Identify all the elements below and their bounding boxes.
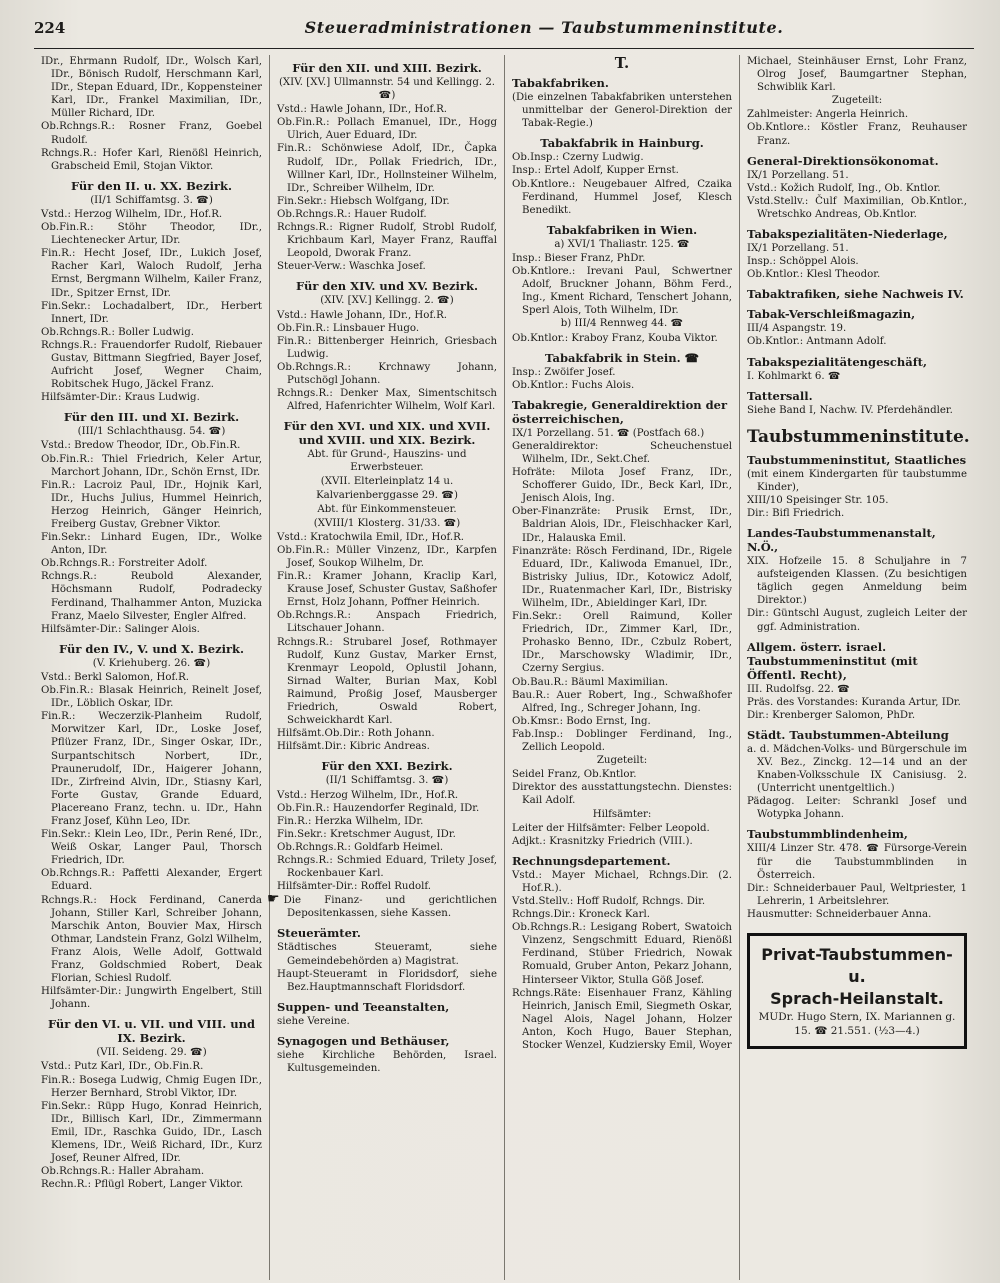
section-heading: Für den XII. und XIII. Bezirk. <box>292 61 482 75</box>
directory-entry: Ob.Fin.R.: Blasak Heinrich, Reinelt Josef, IDr., Löblich Oskar, IDr. <box>41 685 262 710</box>
address-line: Abt. für Einkommensteuer. <box>317 503 457 515</box>
directory-entry: III. Rudolfsg. 22. ☎ <box>747 683 850 695</box>
section-heading: Tabak-Verschleißmagazin, <box>747 307 916 322</box>
directory-entry: Rchngs.R.: Hock Ferdinand, Canerda Johann, Stiller Karl, Schreiber Johann, Marschik Anton, Bouvier Max, Hirsch Othmar, Landstein Franz, Golzl Wilhelm, Franz Alois, Welle Adolf, Gottwald Franz, Goldschmied Robert, Deak Florian, Schiesl Rudolf. <box>41 894 262 985</box>
directory-entry: Michael, Steinhäuser Ernst, Lohr Franz, Olrog Josef, Baumgartner Stephan, Schwiblik Karl. <box>747 56 967 94</box>
section-heading: Für den XXI. Bezirk. <box>321 759 453 774</box>
directory-entry: Ob.Kntlor.: Kraboy Franz, Kouba Viktor. <box>512 332 718 344</box>
section-heading: Für den VI. u. VII. und VIII. und IX. Bezirk. <box>47 1017 256 1046</box>
directory-entry: Ob.Kntlore.: Neugebauer Alfred, Czaika Ferdinand, Hummel Josef, Klesch Benedikt. <box>512 178 732 216</box>
section-heading: Tabakfabriken in Wien. <box>546 222 698 237</box>
directory-entry: Hilfsämter-Dir.: Roffel Rudolf. <box>277 881 432 893</box>
directory-entry: Ob.Fin.R.: Hauzendorfer Reginald, IDr. <box>277 802 480 814</box>
directory-entry: Vstd.: Herzog Wilhelm, IDr., Hof.R. <box>277 789 459 801</box>
directory-entry: Vstd.: Kožich Rudolf, Ing., Ob. Kntlor. <box>747 182 941 194</box>
section-heading: Suppen- und Teeanstalten, <box>277 999 450 1014</box>
directory-entry: siehe Kirchliche Behörden, Israel. Kultusgemeinden. <box>277 1049 497 1074</box>
directory-entry: Ob.Fin.R.: Stöhr Theodor, IDr., Liechtenecker Artur, IDr. <box>41 222 262 247</box>
directory-entry: Rchngs.R.: Reubold Alexander, Höchsmann Rudolf, Podradecky Ferdinand, Thalhammer Anton, Muzicka Franz, Maelo Silvester, Engler Alfred. <box>41 571 262 622</box>
directory-entry: Fin.R.: Hecht Josef, IDr., Lukich Josef, Racher Karl, Waloch Rudolf, Jerha Ernst, Bergmann Wilhelm, Kailer Franz, IDr., Spitzer Ernst, IDr. <box>41 248 262 299</box>
directory-entry: Hofräte: Milota Josef Franz, IDr., Schofferer Guido, IDr., Beck Karl, IDr., Jenisch Alois, Ing. <box>512 467 732 505</box>
directory-entry: Fin.R.: Schönwiese Adolf, IDr., Čapka Rudolf, IDr., Pollak Friedrich, IDr., Willner Karl, IDr., Hollnsteiner Wilhelm, IDr., Schreiber Wilhelm, IDr. <box>277 143 497 194</box>
directory-entry: Dir.: Güntschl August, zugleich Leiter der ggf. Administration. <box>747 608 967 633</box>
directory-entry: IX/1 Porzellang. 51. <box>747 243 849 255</box>
directory-entry: Hilfsämt.Dir.: Kibric Andreas. <box>277 741 430 753</box>
directory-entry: (Die einzelnen Tabakfabriken unterstehen unmittelbar der Generol-Direktion der Tabak-Regie.) <box>512 92 732 130</box>
directory-entry: IDr., Ehrmann Rudolf, IDr., Wolsch Karl, IDr., Bönisch Rudolf, Herschmann Karl, IDr., Stepan Eduard, IDr., Koppensteiner Karl, IDr., Frankel Maximilian, IDr., Müller Richard, IDr. <box>41 56 262 120</box>
directory-entry: Fin.Sekr.: Orell Raimund, Koller Friedrich, IDr., Zimmer Karl, IDr., Prohasko Benno, IDr., Czbulz Robert, IDr., Marschowsky Wladimir, IDr., Czerny Sergius. <box>512 611 732 675</box>
directory-entry: Rchngs.R.: Denker Max, Simentschitsch Alfred, Hafenrichter Wilhelm, Wolf Karl. <box>277 388 497 413</box>
section-heading: Für den XIV. und XV. Bezirk. <box>296 279 478 294</box>
directory-entry: Rchngs.R.: Schmied Eduard, Trilety Josef, Rockenbauer Karl. <box>277 854 497 880</box>
directory-entry: Insp.: Schöppel Alois. <box>747 256 859 268</box>
directory-entry: Hilfsämter-Dir.: Kraus Ludwig. <box>41 392 200 404</box>
directory-entry: Ob.Rchngs.R.: Anspach Friedrich, Litschauer Johann. <box>277 610 497 635</box>
section-heading: Taubstummeninstitute. <box>747 426 970 447</box>
directory-entry: Rchngs.Dir.: Kroneck Karl. <box>512 909 650 921</box>
directory-entry: Bau.R.: Auer Robert, Ing., Schwaßhofer Alfred, Ing., Schreger Johann, Ing. <box>512 689 732 714</box>
directory-entry: Ob.Rchngs.R.: Forstreiter Adolf. <box>41 558 208 570</box>
directory-entry: XIX. Hofzeile 15. 8 Schuljahre in 7 aufsteigenden Klassen. (Zu besichtigen täglich gegen Anmeldung beim Direktor.) <box>747 556 967 607</box>
directory-entry: Ober-Finanzräte: Prusik Ernst, IDr., Baldrian Alois, IDr., Fleischhacker Karl, IDr., Halauska Emil. <box>512 506 732 544</box>
page-number: 224 <box>34 19 66 37</box>
address-line: (VII. Seideng. 29. ☎) <box>96 1047 207 1059</box>
advertisement-box <box>747 933 967 1049</box>
directory-entry: Vstd.: Hawle Johann, IDr., Hof.R. <box>277 104 447 116</box>
directory-entry: Fin.R.: Weczerzik-Planheim Rudolf, Morwitzer Karl, IDr., Loske Josef, Pflüzer Franz, IDr., Singer Oskar, IDr., Surpantschitsch Norbert, IDr., Praunerudolf, IDr., Haigerer Johann, IDr., Zirfreind Alvin, IDr., Stiasny Karl, Forte Gustav, Grande Eduard, Placereano Franz, techn. u. IDr., Hahn Franz Josef, Kühn Leo, IDr. <box>41 711 262 827</box>
cross-reference-text: Die Finanz- und gerichtlichen Depositenkassen, siehe Kassen. <box>283 895 497 920</box>
directory-entry: Seidel Franz, Ob.Kntlor. <box>512 769 637 781</box>
section-heading: Landes-Taubstummenanstalt, N.Ö., <box>747 526 936 555</box>
section-heading: Rechnungsdepartement. <box>512 853 671 868</box>
directory-entry: Rchngs.Räte: Eisenhauer Franz, Kähling Heinrich, Janisch Emil, Siegmeth Oskar, Nagel Alois, Nagel Johann, Holzer Anton, Koch Hugo, Bauer Stephan, Stocker Wenzel, Kudziersky Emil, Woyer <box>512 987 732 1051</box>
directory-entry: Dir.: Bifl Friedrich. <box>747 507 845 519</box>
directory-entry: Ob.Kntlor.: Fuchs Alois. <box>512 379 635 391</box>
directory-entry: Fin.Sekr.: Lochadalbert, IDr., Herbert Innert, IDr. <box>41 300 262 325</box>
directory-entry: Ob.Fin.R.: Müller Vinzenz, IDr., Karpfen Josef, Soukop Wilhelm, Dr. <box>277 544 497 569</box>
directory-entry: Steuer-Verw.: Waschka Josef. <box>277 261 426 273</box>
address-line: (XIV. [XV.] Ullmannstr. 54 und Kellingg. 2. ☎) <box>278 77 496 102</box>
directory-entry: Ob.Rchngs.R.: Paffetti Alexander, Ergert Eduard. <box>41 868 262 893</box>
directory-entry: Fin.R.: Bosega Ludwig, Chmig Eugen IDr., Herzer Bernhard, Strobl Viktor, IDr. <box>41 1074 262 1099</box>
directory-entry: Fin.R.: Kramer Johann, Kraclip Karl, Krause Josef, Schuster Gustav, Saßhofer Ernst, Holz Johann, Poffner Heinrich. <box>277 571 497 609</box>
directory-entry: Fin.Sekr.: Linhard Eugen, IDr., Wolke Anton, IDr. <box>41 532 262 557</box>
directory-entry: Vstd.Stellv.: Čulf Maximilian, Ob.Kntlor., Wretschko Andreas, Ob.Kntlor. <box>747 195 967 220</box>
address-line: a) XVI/1 Thaliastr. 125. ☎ <box>554 238 690 250</box>
directory-entry: Rechn.R.: Pflügl Robert, Langer Viktor. <box>41 1179 244 1191</box>
address-line: Hilfsämter: <box>592 808 652 820</box>
directory-entry: Ob.Rchngs.R.: Hauer Rudolf. <box>277 208 427 220</box>
directory-entry: Insp.: Ertel Adolf, Kupper Ernst. <box>512 165 679 177</box>
directory-entry: Ob.Rchngs.R.: Goldfarb Heimel. <box>277 841 444 853</box>
directory-entry: Ob.Fin.R.: Linsbauer Hugo. <box>277 322 420 334</box>
directory-entry: Leiter der Hilfsämter: Felber Leopold. <box>512 822 710 834</box>
directory-entry: Ob.Insp.: Czerny Ludwig. <box>512 152 644 164</box>
directory-entry: Rchngs.R.: Frauendorfer Rudolf, Riebauer Gustav, Bittmann Siegfried, Bayer Josef, Aufricht Josef, Wegner Chaim, Robitschek Hugo, Jäckel Franz. <box>41 339 262 391</box>
section-heading: Tabakspezialitäten-Niederlage, <box>747 227 948 242</box>
directory-entry: Hilfsämter-Dir.: Salinger Alois. <box>41 623 200 635</box>
directory-entry: Fin.Sekr.: Klein Leo, IDr., Perin René, IDr., Weiß Oskar, Langer Paul, Thorsch Friedrich, IDr. <box>41 829 262 867</box>
directory-entry: Städtisches Steueramt, siehe Gemeindebehörden a) Magistrat. <box>277 942 497 967</box>
directory-entry: XIII/10 Speisinger Str. 105. <box>747 494 889 506</box>
directory-entry: Ob.Kntlor.: Antmann Adolf. <box>747 336 887 348</box>
letter-heading: T. <box>614 54 630 72</box>
section-heading: Steuerämter. <box>277 926 361 941</box>
section-heading: Allgem. österr. israel. Taubstummeninstitut (mit Öffentl. Recht), <box>747 639 918 682</box>
column-4 <box>739 55 974 1280</box>
directory-entry: Ob.Kntlore.: Irevani Paul, Schwertner Adolf, Bruckner Johann, Böhm Ferd., Ing., Kment Richard, Tenschert Johann, Sperl Alois, Toth Wilhelm, IDr. <box>512 266 732 317</box>
directory-entry: Ob.Rchngs.R.: Boller Ludwig. <box>41 326 195 338</box>
address-line: (II/1 Schiffamtsg. 3. ☎) <box>325 775 449 787</box>
directory-entry: Vstd.: Herzog Wilhelm, IDr., Hof.R. <box>41 208 223 220</box>
directory-entry: Direktor des ausstattungstechn. Dienstes: Kail Adolf. <box>512 782 732 807</box>
section-heading: Städt. Taubstummen-Abteilung <box>747 727 949 742</box>
directory-entry: Fab.Insp.: Doblinger Ferdinand, Ing., Zellich Leopold. <box>512 728 732 754</box>
directory-entry: Ob.Kntlor.: Klesl Theodor. <box>747 269 881 281</box>
directory-entry: Präs. des Vorstandes: Kuranda Artur, IDr. <box>747 696 961 708</box>
directory-entry: Insp.: Bieser Franz, PhDr. <box>512 252 646 264</box>
section-heading: Tabakfabrik in Stein. ☎ <box>545 350 699 365</box>
section-heading: Tabakregie, Generaldirektion der österreichischen, <box>512 397 728 426</box>
directory-entry: Ob.Fin.R.: Thiel Friedrich, Keler Artur, Marchort Johann, IDr., Schön Ernst, IDr. <box>41 453 262 478</box>
directory-entry: Fin.R.: Lacroiz Paul, IDr., Hojnik Karl, IDr., Huchs Julius, Hummel Heinrich, Herzog Heinrich, Gänger Heinrich, Freiberg Gustav, Grebner Viktor. <box>41 479 262 530</box>
running-title: Steueradministrationen — Taubstummeninstitute. <box>304 18 784 37</box>
address-line: (II/1 Schiffamtsg. 3. ☎) <box>90 194 213 206</box>
directory-entry: Fin.R.: Herzka Wilhelm, IDr. <box>277 815 424 827</box>
section-heading: Taubstummeninstitut, Staatliches <box>747 452 967 467</box>
section-heading: Tabakfabriken. <box>512 76 609 91</box>
directory-entry: Fin.Sekr.: Hiebsch Wolfgang, IDr. <box>277 195 450 207</box>
section-heading: Tattersall. <box>747 388 813 403</box>
directory-entry: Fin.Sekr.: Kretschmer August, IDr. <box>277 828 456 840</box>
address-line: (III/1 Schlachthausg. 54. ☎) <box>77 426 226 438</box>
directory-entry: Rchngs.R.: Strubarel Josef, Rothmayer Rudolf, Kunz Gustav, Marker Ernst, Krenmayr Leopold, Oplustil Johann, Sirnad Walter, Burian Max, Kobl Raimund, Proßig Josef, Mausberger Friedrich, Oswald Robert, Schweickhardt Karl. <box>277 636 497 727</box>
directory-entry: Vstd.Stellv.: Hoff Rudolf, Rchngs. Dir. <box>512 895 706 907</box>
ad-contact-line: MUDr. Hugo Stern, IX. Mariannen g. 15. ☎ 21.551. (½3—4.) <box>758 1011 956 1038</box>
directory-entry: siehe Vereine. <box>277 1015 350 1027</box>
section-heading: Für den XVI. und XIX. und XVII. und XVIII. und XIX. Bezirk. <box>283 419 491 448</box>
directory-entry: Insp.: Zwöifer Josef. <box>512 366 616 378</box>
column-4-body <box>747 55 970 921</box>
directory-entry: Fin.R.: Bittenberger Heinrich, Griesbach Ludwig. <box>277 335 497 360</box>
directory-entry: IX/1 Porzellang. 51. ☎ (Postfach 68.) <box>512 427 705 439</box>
directory-entry: Rchngs.R.: Rigner Rudolf, Strobl Rudolf, Krichbaum Karl, Mayer Franz, Rauffal Leopold, Dworak Franz. <box>277 222 497 260</box>
address-line: (XIV. [XV.] Kellingg. 2. ☎) <box>320 295 454 307</box>
directory-entry: Haupt-Steueramt in Floridsdorf, siehe Bez.Hauptmannschaft Floridsdorf. <box>277 968 497 993</box>
address-line: Zugeteilt: <box>831 95 883 107</box>
directory-entry: Dir.: Schneiderbauer Paul, Weltpriester, 1 Lehrerin, 1 Arbeitslehrer. <box>747 882 967 907</box>
directory-entry: Vstd.: Putz Karl, IDr., Ob.Fin.R. <box>41 1061 204 1073</box>
address-line: Zugeteilt: <box>596 755 648 767</box>
directory-entry: Ob.Rchngs.R.: Haller Abraham. <box>41 1166 205 1178</box>
directory-entry: Generaldirektor: Scheuchenstuel Wilhelm, IDr., Sekt.Chef. <box>512 440 732 465</box>
directory-entry: IX/1 Porzellang. 51. <box>747 169 849 181</box>
ad-title-line-1: Privat-Taubstummen- u. <box>761 945 953 987</box>
address-line: b) III/4 Rennweg 44. ☎ <box>560 318 684 330</box>
directory-entry: Ob.Kmsr.: Bodo Ernst, Ing. <box>512 715 651 727</box>
column-3 <box>504 55 739 1280</box>
directory-entry: I. Kohlmarkt 6. ☎ <box>747 370 841 382</box>
address-line: (V. Kriehuberg. 26. ☎) <box>92 657 211 669</box>
directory-entry: Hausmutter: Schneiderbauer Anna. <box>747 908 932 920</box>
directory-entry: III/4 Aspangstr. 19. <box>747 323 847 335</box>
column-1 <box>34 55 269 1280</box>
section-heading: Taubstummblindenheim, <box>747 827 908 842</box>
directory-entry: Ob.Rchngs.R.: Rosner Franz, Goebel Rudolf. <box>41 121 262 146</box>
text-columns <box>34 55 974 1280</box>
section-heading: Tabakfabrik in Hainburg. <box>540 136 704 151</box>
address-line: (XVII. Elterleinplatz 14 u. Kalvarienberggasse 29. ☎) <box>316 476 458 501</box>
directory-entry: Ob.Rchngs.R.: Krchnawy Johann, Putschögl Johann. <box>277 361 497 386</box>
cross-reference-entry <box>267 891 497 920</box>
pointing-hand-icon: ☛ <box>267 891 280 908</box>
page-header <box>34 18 974 49</box>
section-heading: Synagogen und Bethäuser, <box>277 1033 450 1048</box>
directory-entry: Siehe Band I, Nachw. IV. Pferdehändler. <box>747 404 953 416</box>
directory-entry: Vstd.: Berkl Salomon, Hof.R. <box>41 671 190 683</box>
directory-entry: Ob.Fin.R.: Pollach Emanuel, IDr., Hogg Ulrich, Auer Eduard, IDr. <box>277 117 497 142</box>
column-2 <box>269 55 504 1280</box>
directory-entry: Vstd.: Kratochwila Emil, IDr., Hof.R. <box>277 531 465 543</box>
section-heading: Für den II. u. XX. Bezirk. <box>70 178 233 193</box>
directory-entry: Adjkt.: Krasnitzky Friedrich (VIII.). <box>512 835 693 847</box>
directory-entry: Hilfsämter-Dir.: Jungwirth Engelbert, Still Johann. <box>41 986 262 1011</box>
directory-entry: Zahlmeister: Angerla Heinrich. <box>747 109 909 121</box>
directory-entry: Fin.Sekr.: Rüpp Hugo, Konrad Heinrich, IDr., Billisch Karl, IDr., Zimmermann Emil, IDr., Raschka Guido, IDr., Lasch Klemens, IDr., Weiß Richard, IDr., Kurz Josef, Reuner Alfred, IDr. <box>41 1100 262 1165</box>
directory-entry: Vstd.: Mayer Michael, Rchngs.Dir. (2. Hof.R.). <box>512 869 732 894</box>
directory-entry: Hilfsämt.Ob.Dir.: Roth Johann. <box>277 728 435 740</box>
directory-entry: Ob.Bau.R.: Bäuml Maximilian. <box>512 676 669 688</box>
directory-entry: Finanzräte: Rösch Ferdinand, IDr., Rigele Eduard, IDr., Kaliwoda Emanuel, IDr., Bistrisky Julius, IDr., Kotowicz Adolf, IDr., Ruatenmacher Karl, IDr., Bistrisky Wilhelm, IDr., Abieldinger Karl, IDr. <box>512 545 732 609</box>
section-heading: Tabakspezialitätengeschäft, <box>747 354 927 369</box>
directory-entry: Rchngs.R.: Hofer Karl, Rienößl Heinrich, Grabscheid Emil, Stojan Viktor. <box>41 147 262 172</box>
directory-entry: XIII/4 Linzer Str. 478. ☎ Fürsorge-Verein für die Taubstummblinden in Österreich. <box>747 843 967 881</box>
directory-entry: Ob.Rchngs.R.: Lesigang Robert, Swatoich Vinzenz, Sengschmitt Eduard, Rienößl Ferdinand, Stüber Friedrich, Nowak Romuald, Gruber Anton, Pekarz Johann, Hinterseer Viktor, Stulla Göß Josef. <box>512 922 732 986</box>
section-heading: Für den III. und XI. Bezirk. <box>63 410 240 425</box>
directory-entry: Vstd.: Bredow Theodor, IDr., Ob.Fin.R. <box>41 440 241 452</box>
section-heading: Für den IV., V. und X. Bezirk. <box>59 641 244 656</box>
directory-entry: Dir.: Krenberger Salomon, PhDr. <box>747 709 916 721</box>
directory-entry: Pädagog. Leiter: Schrankl Josef und Wotypka Johann. <box>747 796 967 821</box>
directory-entry: Ob.Kntlore.: Köstler Franz, Reuhauser Franz. <box>747 122 967 147</box>
section-heading: Tabaktrafiken, siehe Nachweis IV. <box>747 287 964 302</box>
address-line: Abt. für Grund-, Hauszins- und Erwerbsteuer. <box>307 449 467 474</box>
section-heading: General-Direktionsökonomat. <box>747 153 939 168</box>
directory-entry: a. d. Mädchen-Volks- und Bürgerschule im XV. Bez., Zinckg. 12—14 und an der Knaben-Volksschule IX Canisiusg. 2. (Unterricht unentgeltlich.) <box>747 743 967 795</box>
directory-entry: Vstd.: Hawle Johann, IDr., Hof.R. <box>277 309 447 321</box>
directory-entry: (mit einem Kindergarten für taubstumme Kinder), <box>747 468 967 493</box>
address-line: (XVIII/1 Klosterg. 31/33. ☎) <box>313 517 461 529</box>
ad-title-line-2: Sprach-Heilanstalt. <box>770 989 944 1009</box>
